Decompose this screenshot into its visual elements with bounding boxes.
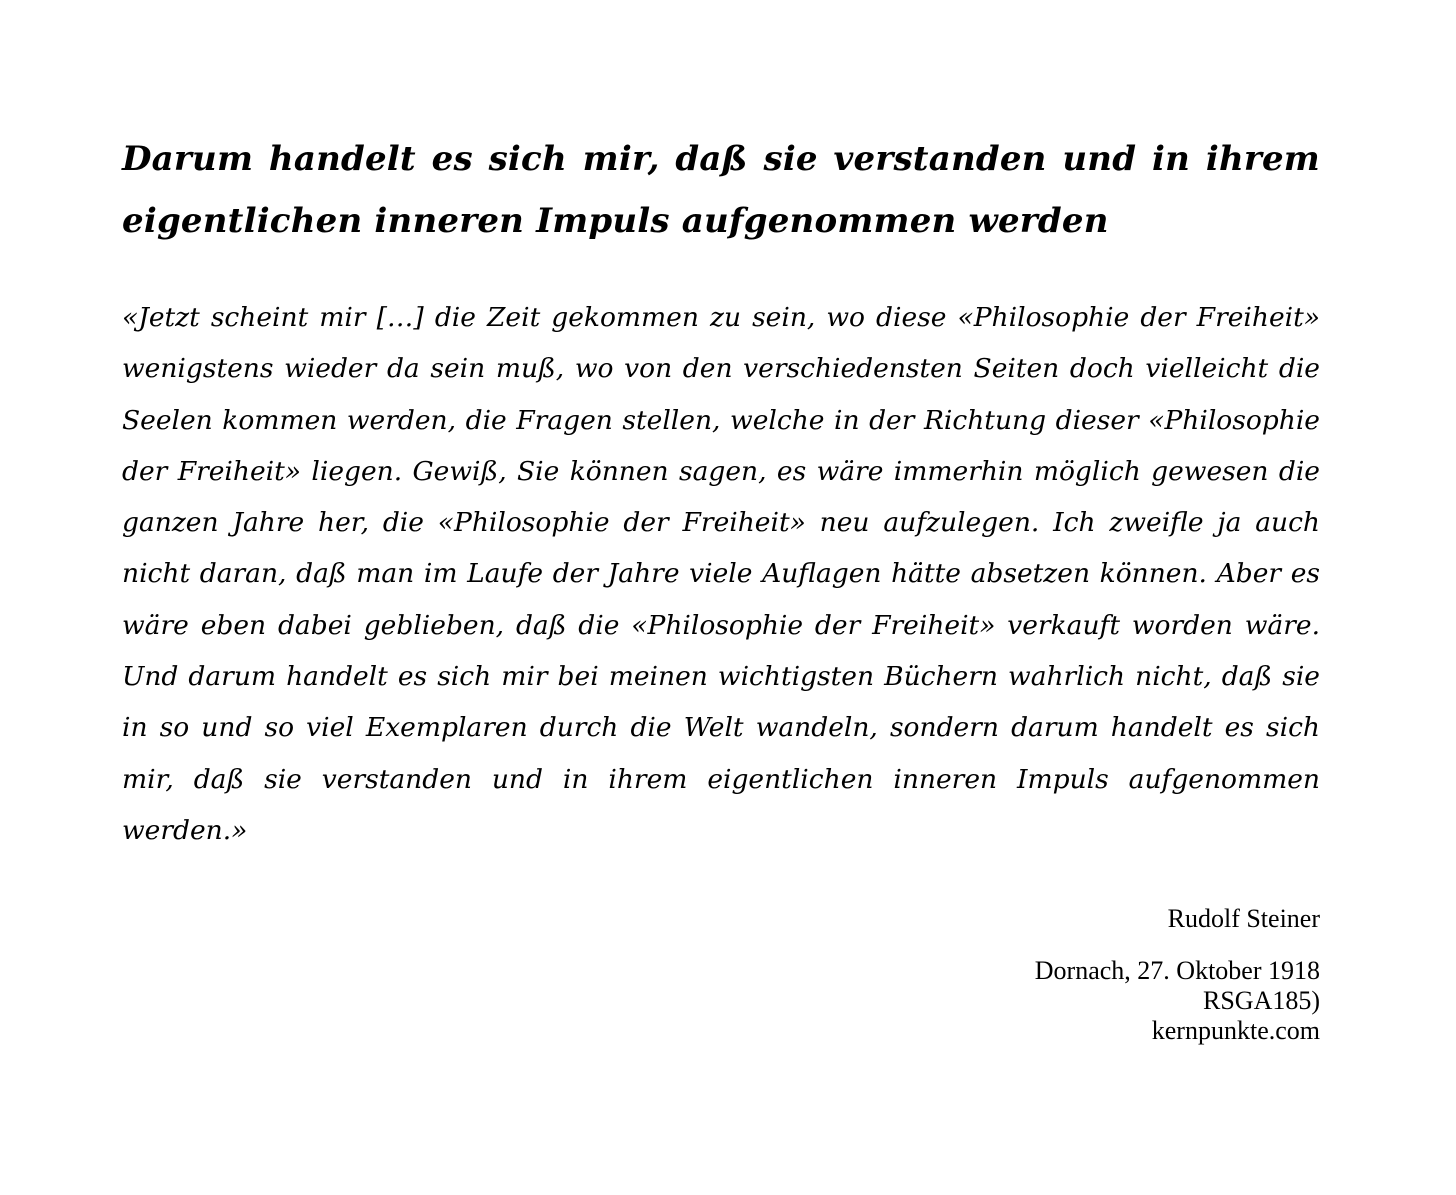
document-page [122, 128, 1320, 1046]
author-name: Rudolf Steiner [1167, 904, 1320, 934]
website: kernpunkte.com [1151, 1016, 1320, 1046]
reference: RSGA185) [1202, 986, 1320, 1016]
headline: Darum handelt es sich mir, daß sie verstanden und in ihrem eigentlichen inneren Impuls aufgenommen werden [122, 139, 1320, 241]
signature-block [122, 902, 1320, 1046]
quote-text: «Jetzt scheint mir […] die Zeit gekommen zu sein, wo diese «Philosophie der Freiheit» wenigstens wieder da sein muß, wo von den verschiedensten Seiten doch vielleicht die Seelen kommen werden, die Fragen stellen, welche in der Richtung dieser «Philosophie der Freiheit» liegen. Gewiß, Sie können sagen, es wäre immerhin möglich gewesen die ganzen Jahre her, die «Philosophie der Freiheit» neu aufzulegen. Ich zweifle ja auch nicht daran, daß man im Laufe der Jahre viele Auflagen hätte absetzen können. Aber es wäre eben dabei geblieben, daß die «Philosophie der Freiheit» verkauft worden wäre. Und darum handelt es sich mir bei meinen wichtigsten Büchern wahrlich nicht, daß sie in so und so viel Exemplaren durch die Welt wandeln, sondern darum handelt es sich mir, daß sie verstanden und in ihrem eigentlichen inneren Impuls aufgenommen werden.» [122, 302, 1320, 846]
source-info [122, 956, 1320, 1046]
place-date: Dornach, 27. Oktober 1918 [1034, 956, 1320, 986]
